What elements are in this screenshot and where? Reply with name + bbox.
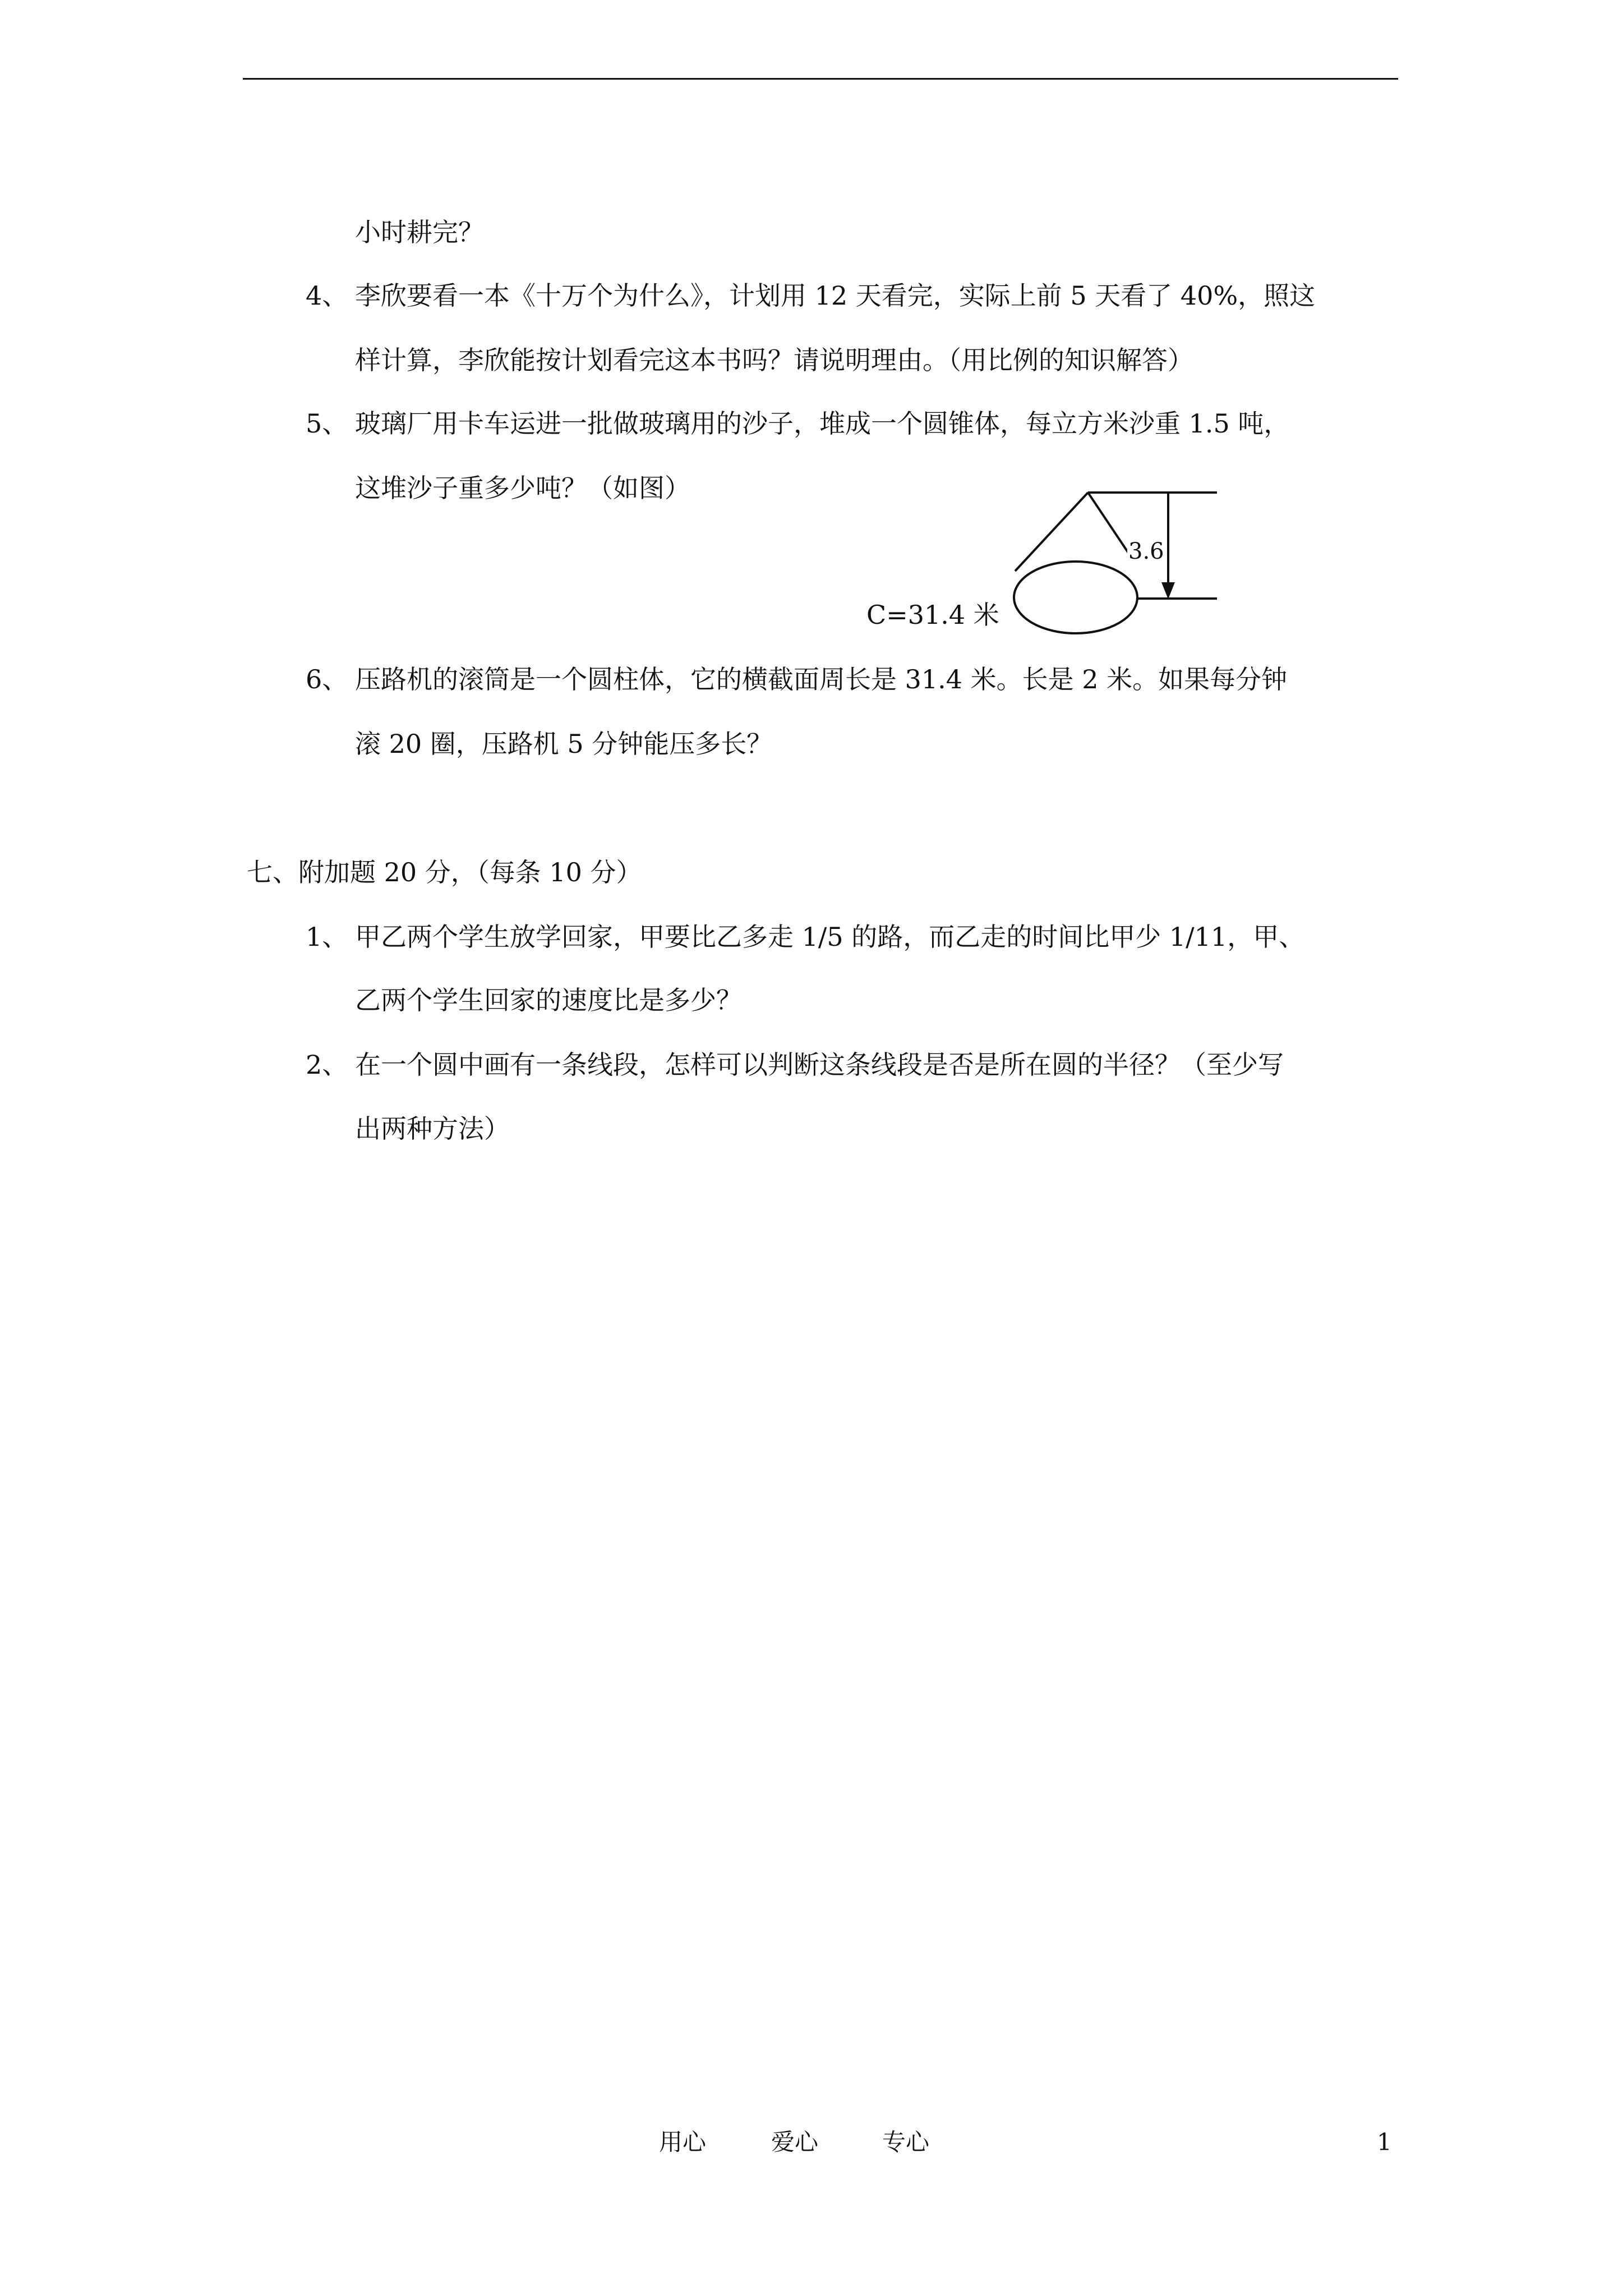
height-label: 3.6 bbox=[1127, 535, 1165, 568]
header-rule bbox=[243, 78, 1398, 80]
problem-5-number: 5、 bbox=[306, 408, 348, 439]
cone-left-side bbox=[1015, 493, 1088, 571]
problem-6-number: 6、 bbox=[306, 664, 348, 694]
cone-figure bbox=[998, 482, 1267, 673]
section-7-title: 七、附加题 20 分，（每条 10 分） bbox=[247, 857, 642, 887]
bonus-1-number: 1、 bbox=[306, 922, 348, 952]
bonus-2-line-2: 出两种方法） bbox=[355, 1114, 510, 1144]
footer-slogan-2: 爱心 bbox=[771, 2128, 819, 2156]
problem-4-line-2: 样计算，李欣能按计划看完这本书吗？请说明理由。（用比例的知识解答） bbox=[355, 345, 1193, 375]
cone-base-ellipse bbox=[1014, 562, 1137, 633]
page-number: 1 bbox=[1377, 2128, 1392, 2156]
problem-5-line-2: 这堆沙子重多少吨？（如图） bbox=[355, 473, 690, 503]
bonus-1-line-1: 甲乙两个学生放学回家，甲要比乙多走 1/5 的路，而乙走的时间比甲少 1/11，甲、 bbox=[355, 922, 1305, 952]
bonus-2-number: 2、 bbox=[306, 1050, 348, 1080]
bonus-1-line-2: 乙两个学生回家的速度比是多少？ bbox=[355, 985, 742, 1015]
continuation-text: 小时耕完？ bbox=[355, 217, 484, 247]
bonus-2-line-1: 在一个圆中画有一条线段，怎样可以判断这条线段是否是所在圆的半径？（至少写 bbox=[355, 1050, 1284, 1080]
height-arrow-head bbox=[1161, 582, 1175, 599]
footer-slogan-1: 用心 bbox=[659, 2128, 707, 2156]
problem-5-line-1: 玻璃厂用卡车运进一批做玻璃用的沙子，堆成一个圆锥体，每立方米沙重 1.5 吨， bbox=[355, 408, 1290, 439]
problem-6-line-2: 滚 20 圈，压路机 5 分钟能压多长？ bbox=[355, 729, 773, 759]
problem-4-number: 4、 bbox=[306, 280, 348, 311]
footer-slogan-3: 专心 bbox=[882, 2128, 930, 2156]
problem-4-line-1: 李欣要看一本《十万个为什么》，计划用 12 天看完，实际上前 5 天看了 40%，照这 bbox=[355, 280, 1316, 311]
problem-6-line-1: 压路机的滚筒是一个圆柱体，它的横截面周长是 31.4 米。长是 2 米。如果每分钟 bbox=[355, 664, 1288, 694]
circumference-label: C=31.4 米 bbox=[866, 600, 999, 630]
